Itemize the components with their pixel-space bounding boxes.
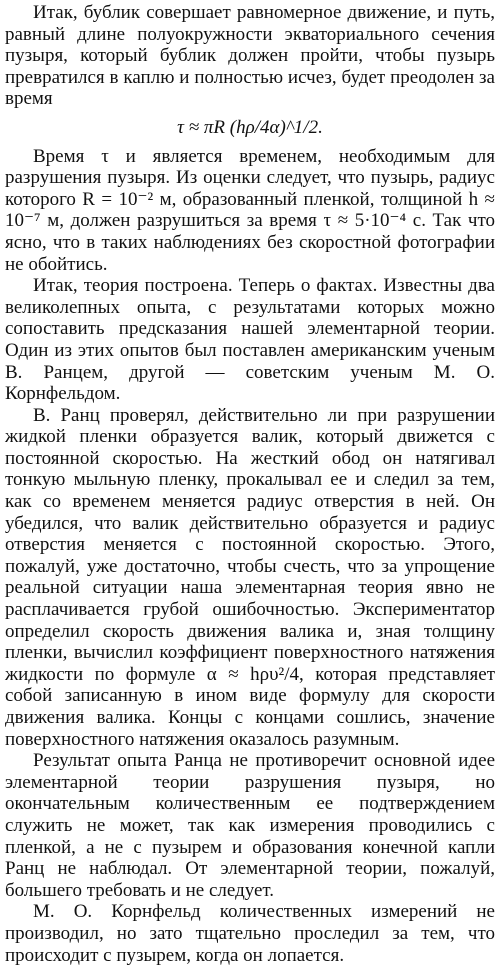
formula-tau xyxy=(5,117,495,139)
paragraph-4: В. Ранц проверял, действительно ли при разрушении жидкой пленки образуется валик, который движется с постоянной скоростью. На жесткий обод он натягивал тонкую мыльную пленку, прокалывал ее и следил за тем, как со временем меняется радиус отверстия в ней. Он убедился, что валик действительно образуется и радиус отверстия меняется с постоянной скоростью. Этого, пожалуй, уже достаточно, чтобы счесть, что за упрощение реальной ситуации наша элементарная теория явно не расплачивается грубой ошибочностью. Экспериментатор определил скорость движения валика и, зная толщину пленки, вычислил коэффициент поверхностного натяжения жидкости по формуле α ≈ hρυ²/4, которая представляет собой записанную в ином виде формулу для скорости движения валика. Концы с концами сошлись, значение поверхностного натяжения оказалось разумным. xyxy=(5,404,495,750)
paragraph-3: Итак, теория построена. Теперь о фактах. Известны два великолепных опыта, с результатами которых можно сопоставить предсказания нашей элементарной теории. Один из этих опытов был поставлен американским ученым В. Ранцем, другой — советским ученым М. О. Корнфельдом. xyxy=(5,275,495,405)
paragraph-6: М. О. Корнфельд количественных измерений не производил, но зато тщательно проследил за тем, что происходит с пузырем, когда он лопается. xyxy=(5,901,495,966)
paragraph-5: Результат опыта Ранца не противоречит основной идее элементарной теории разрушения пузыря, но окончательным количественным ее подтверждением служить не может, так как измерения проводились с пленкой, а не с пузырем и образования конечной капли Ранц не наблюдал. От элементарной теории, пожалуй, большего требовать и не следует. xyxy=(5,750,495,901)
formula-text: τ ≈ πR (hρ/4α)^1/2. xyxy=(177,116,323,138)
paragraph-1: Итак, бублик совершает равномерное движение, и путь, равный длине полуокружности экваториального сечения пузыря, который бублик должен пройти, чтобы пузырь превратился в каплю и полностью исчез, будет преодолен за время xyxy=(5,2,495,110)
paragraph-2: Время τ и является временем, необходимым для разрушения пузыря. Из оценки следует, что пузырь, радиус которого R = 10⁻² м, образованный пленкой, толщиной h ≈ 10⁻⁷ м, должен разрушиться за время τ ≈ 5·10⁻⁴ с. Так что ясно, что в таких наблюдениях без скоростной фотографии не обойтись. xyxy=(5,145,495,275)
